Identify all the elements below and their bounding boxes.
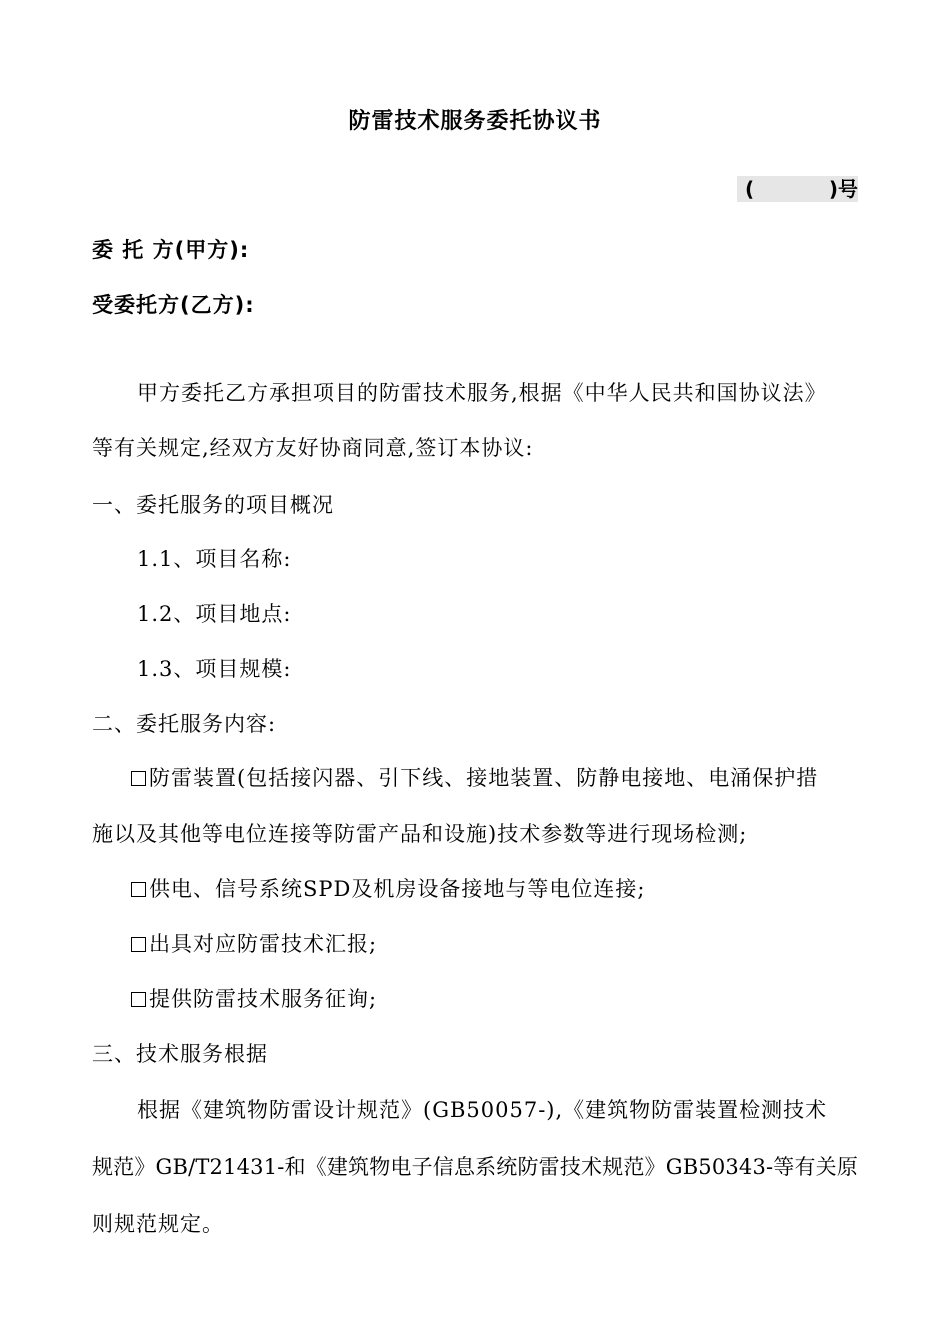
service-item-1-text: 防雷装置(包括接闪器、引下线、接地装置、防静电接地、电涌保护措: [149, 766, 819, 790]
service-item-4-text: 提供防雷技术服务征询;: [149, 987, 378, 1011]
service-item-1: [131, 762, 818, 792]
basis-line-3: 则规范规定。: [92, 1212, 224, 1236]
basis-line-1: 根据《建筑物防雷设计规范》(GB50057-),《建筑物防雷装置检测技术: [137, 1098, 828, 1122]
section-2-heading: 二、委托服务内容:: [92, 712, 277, 736]
service-item-1-continued: 施以及其他等电位连接等防雷产品和设施)技术参数等进行现场检测;: [92, 822, 748, 846]
service-item-2: [131, 873, 645, 903]
service-item-3: [131, 928, 377, 958]
project-scale-item: 1.3、项目规模:: [137, 657, 292, 681]
section-1-heading: 一、委托服务的项目概况: [92, 493, 334, 517]
service-item-4: [131, 983, 377, 1013]
service-item-2-text: 供电、信号系统SPD及机房设备接地与等电位连接;: [149, 877, 646, 901]
section-3-heading: 三、技术服务根据: [92, 1042, 268, 1066]
service-item-3-text: 出具对应防雷技术汇报;: [149, 932, 378, 956]
checkbox-icon[interactable]: [131, 771, 146, 786]
checkbox-icon[interactable]: [131, 992, 146, 1007]
checkbox-icon[interactable]: [131, 937, 146, 952]
contractor-party-label: 受委托方(乙方):: [92, 293, 255, 317]
intro-line-2: 等有关规定,经双方友好协商同意,签订本协议:: [92, 436, 534, 460]
project-name-item: 1.1、项目名称:: [137, 547, 292, 571]
project-location-item: 1.2、项目地点:: [137, 602, 292, 626]
document-number-field: [737, 176, 858, 202]
client-party-label: 委 托 方(甲方):: [92, 238, 250, 262]
checkbox-icon[interactable]: [131, 882, 146, 897]
document-title: 防雷技术服务委托协议书: [348, 109, 602, 134]
basis-line-2: 规范》GB/T21431-和《建筑物电子信息系统防雷技术规范》GB50343-等有关原: [92, 1155, 858, 1179]
doc-number-open: (: [745, 177, 755, 201]
intro-line-1: 甲方委托乙方承担项目的防雷技术服务,根据《中华人民共和国协议法》: [137, 381, 827, 405]
doc-number-close: )号: [828, 177, 858, 201]
